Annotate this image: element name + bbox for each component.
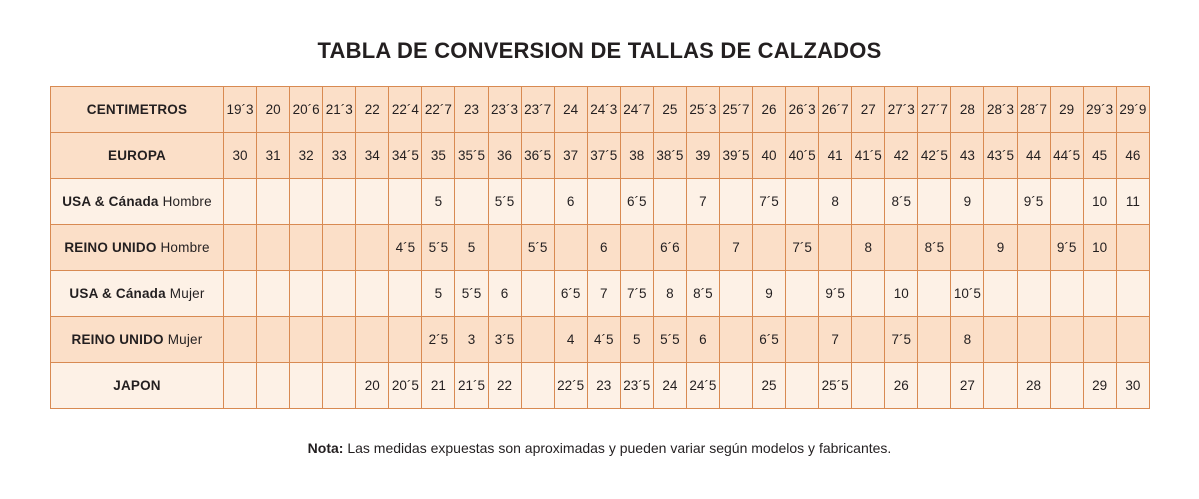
table-cell	[753, 225, 786, 271]
table-row	[51, 317, 1150, 363]
table-cell: 25	[653, 87, 686, 133]
table-cell: 6´6	[653, 225, 686, 271]
table-cell: 25	[753, 363, 786, 409]
table-cell	[224, 179, 257, 225]
table-cell	[819, 225, 852, 271]
table-cell: 10´5	[951, 271, 984, 317]
table-cell	[521, 363, 554, 409]
table-cell: 25´3	[686, 87, 719, 133]
table-cell: 9	[984, 225, 1017, 271]
table-cell	[1017, 317, 1050, 363]
table-cell: 46	[1116, 133, 1149, 179]
table-cell: 28	[1017, 363, 1050, 409]
table-cell: 6	[587, 225, 620, 271]
table-cell: 7´5	[885, 317, 918, 363]
table-cell: 35´5	[455, 133, 488, 179]
table-cell: 19´3	[224, 87, 257, 133]
table-cell: 43	[951, 133, 984, 179]
table-cell: 5´5	[422, 225, 455, 271]
row-header-sublabel: Mujer	[167, 332, 203, 347]
table-cell	[290, 271, 323, 317]
table-cell: 34´5	[389, 133, 422, 179]
table-cell: 5	[620, 317, 653, 363]
row-header-label: CENTIMETROS	[86, 102, 188, 117]
row-header	[51, 179, 224, 225]
table-cell	[918, 317, 951, 363]
table-cell	[918, 179, 951, 225]
table-cell: 28	[951, 87, 984, 133]
table-cell: 44	[1017, 133, 1050, 179]
table-cell	[620, 225, 653, 271]
table-cell: 8	[653, 271, 686, 317]
table-cell: 27´7	[918, 87, 951, 133]
table-cell: 8	[951, 317, 984, 363]
footnote-text: Las medidas expuestas son aproximadas y pueden variar según modelos y fabricantes.	[343, 440, 892, 456]
table-cell	[984, 271, 1017, 317]
table-cell	[389, 317, 422, 363]
row-header-sublabel: Mujer	[169, 286, 205, 301]
table-cell	[984, 179, 1017, 225]
table-cell: 11	[1116, 179, 1149, 225]
row-header-label: REINO UNIDO	[64, 240, 161, 255]
table-cell: 7´5	[620, 271, 653, 317]
table-cell: 20´6	[290, 87, 323, 133]
table-cell	[653, 179, 686, 225]
table-cell	[257, 271, 290, 317]
table-cell: 5´5	[488, 179, 521, 225]
table-cell	[786, 317, 819, 363]
table-cell: 22´5	[554, 363, 587, 409]
table-row	[51, 179, 1150, 225]
table-cell: 22´4	[389, 87, 422, 133]
table-cell: 38	[620, 133, 653, 179]
table-cell: 5´5	[521, 225, 554, 271]
table-cell: 3	[455, 317, 488, 363]
table-cell	[719, 271, 752, 317]
table-cell: 28´7	[1017, 87, 1050, 133]
table-cell	[389, 271, 422, 317]
row-header	[51, 317, 224, 363]
table-cell	[1050, 363, 1083, 409]
table-cell	[1116, 225, 1149, 271]
table-cell: 39	[686, 133, 719, 179]
table-cell: 24´5	[686, 363, 719, 409]
table-cell	[1017, 225, 1050, 271]
table-cell	[1050, 179, 1083, 225]
table-cell: 6´5	[620, 179, 653, 225]
table-cell: 29	[1083, 363, 1116, 409]
table-cell	[1116, 317, 1149, 363]
row-header	[51, 225, 224, 271]
table-cell: 30	[1116, 363, 1149, 409]
table-cell: 29´9	[1116, 87, 1149, 133]
table-cell: 25´7	[719, 87, 752, 133]
table-cell: 24´3	[587, 87, 620, 133]
row-header-sublabel: Hombre	[162, 194, 212, 209]
table-cell	[852, 363, 885, 409]
table-cell	[686, 225, 719, 271]
table-cell: 27	[852, 87, 885, 133]
table-cell	[1050, 271, 1083, 317]
table-cell: 26´3	[786, 87, 819, 133]
table-cell	[488, 225, 521, 271]
table-cell: 8	[852, 225, 885, 271]
table-cell: 10	[885, 271, 918, 317]
row-header	[51, 271, 224, 317]
table-cell: 5	[422, 179, 455, 225]
table-cell: 36	[488, 133, 521, 179]
table-cell	[290, 179, 323, 225]
table-cell: 41	[819, 133, 852, 179]
table-cell	[257, 179, 290, 225]
table-cell	[224, 225, 257, 271]
table-cell	[356, 225, 389, 271]
table-cell: 8´5	[918, 225, 951, 271]
table-cell	[1083, 317, 1116, 363]
table-cell	[356, 317, 389, 363]
table-cell	[224, 271, 257, 317]
table-cell	[290, 363, 323, 409]
table-cell	[719, 363, 752, 409]
table-cell: 6	[488, 271, 521, 317]
table-cell: 3´5	[488, 317, 521, 363]
table-cell	[1083, 271, 1116, 317]
table-cell	[984, 363, 1017, 409]
table-cell: 6´5	[753, 317, 786, 363]
table-cell	[257, 317, 290, 363]
table-cell: 7	[686, 179, 719, 225]
table-cell	[323, 179, 356, 225]
footnote-label: Nota:	[307, 440, 344, 456]
table-cell: 28´3	[984, 87, 1017, 133]
table-cell: 44´5	[1050, 133, 1083, 179]
table-cell: 23´7	[521, 87, 554, 133]
table-cell: 4	[554, 317, 587, 363]
table-cell	[389, 179, 422, 225]
table-cell: 22	[488, 363, 521, 409]
table-cell: 23	[455, 87, 488, 133]
table-cell	[786, 363, 819, 409]
table-cell	[455, 179, 488, 225]
table-cell: 10	[1083, 225, 1116, 271]
table-cell: 24´7	[620, 87, 653, 133]
table-cell: 25´5	[819, 363, 852, 409]
table-cell: 20´5	[389, 363, 422, 409]
table-cell: 9´5	[1017, 179, 1050, 225]
table-cell: 42´5	[918, 133, 951, 179]
table-cell: 43´5	[984, 133, 1017, 179]
shoe-size-conversion-table	[50, 86, 1150, 409]
table-cell: 41´5	[852, 133, 885, 179]
table-cell: 36´5	[521, 133, 554, 179]
row-header	[51, 133, 224, 179]
table-cell	[224, 317, 257, 363]
row-header	[51, 363, 224, 409]
table-cell: 6	[686, 317, 719, 363]
table-cell	[290, 317, 323, 363]
table-cell: 37	[554, 133, 587, 179]
row-header-sublabel: Hombre	[160, 240, 210, 255]
table-cell: 26	[753, 87, 786, 133]
row-header-label: JAPON	[113, 378, 161, 393]
table-cell: 45	[1083, 133, 1116, 179]
table-cell	[323, 363, 356, 409]
table-cell	[786, 179, 819, 225]
table-cell: 5	[455, 225, 488, 271]
table-cell: 4´5	[587, 317, 620, 363]
row-header	[51, 87, 224, 133]
table-cell: 10	[1083, 179, 1116, 225]
table-cell	[1050, 317, 1083, 363]
table-cell	[356, 179, 389, 225]
table-cell	[257, 363, 290, 409]
table-cell	[323, 317, 356, 363]
table-cell: 40	[753, 133, 786, 179]
table-cell: 5´5	[653, 317, 686, 363]
table-cell	[719, 317, 752, 363]
table-cell: 20	[257, 87, 290, 133]
row-header-label: EUROPA	[108, 148, 166, 163]
table-cell: 20	[356, 363, 389, 409]
table-cell: 30	[224, 133, 257, 179]
table-cell: 39´5	[719, 133, 752, 179]
table-cell: 7´5	[786, 225, 819, 271]
table-cell: 21´5	[455, 363, 488, 409]
table-cell: 7	[819, 317, 852, 363]
table-row	[51, 87, 1150, 133]
table-row	[51, 133, 1150, 179]
table-cell: 23´5	[620, 363, 653, 409]
table-cell: 6	[554, 179, 587, 225]
table-cell: 23	[587, 363, 620, 409]
table-cell	[918, 363, 951, 409]
table-cell	[290, 225, 323, 271]
table-cell: 9´5	[1050, 225, 1083, 271]
table-cell	[852, 317, 885, 363]
table-cell: 4´5	[389, 225, 422, 271]
table-cell: 27	[951, 363, 984, 409]
row-header-label: REINO UNIDO	[71, 332, 168, 347]
table-cell: 37´5	[587, 133, 620, 179]
table-cell	[1116, 271, 1149, 317]
table-cell: 22´7	[422, 87, 455, 133]
table-cell: 9	[951, 179, 984, 225]
table-cell	[852, 179, 885, 225]
footnote	[0, 440, 1199, 456]
table-cell: 32	[290, 133, 323, 179]
table-cell	[224, 363, 257, 409]
table-cell	[885, 225, 918, 271]
table-cell: 26	[885, 363, 918, 409]
table-container	[50, 86, 1150, 409]
table-cell: 23´3	[488, 87, 521, 133]
table-cell: 40´5	[786, 133, 819, 179]
table-cell	[323, 271, 356, 317]
row-header-label: USA & Cánada	[62, 194, 163, 209]
table-cell: 34	[356, 133, 389, 179]
table-row	[51, 225, 1150, 271]
table-cell: 22	[356, 87, 389, 133]
table-cell	[1017, 271, 1050, 317]
table-cell	[918, 271, 951, 317]
table-cell: 26´7	[819, 87, 852, 133]
table-cell	[521, 317, 554, 363]
table-cell: 9´5	[819, 271, 852, 317]
table-cell	[852, 271, 885, 317]
table-cell	[554, 225, 587, 271]
table-body	[51, 87, 1150, 409]
table-cell: 21´3	[323, 87, 356, 133]
table-cell: 29´3	[1083, 87, 1116, 133]
table-cell	[257, 225, 290, 271]
table-cell: 38´5	[653, 133, 686, 179]
table-cell	[951, 225, 984, 271]
table-cell: 29	[1050, 87, 1083, 133]
table-cell: 33	[323, 133, 356, 179]
table-cell: 5´5	[455, 271, 488, 317]
table-cell: 24	[554, 87, 587, 133]
table-cell: 27´3	[885, 87, 918, 133]
table-cell	[323, 225, 356, 271]
table-cell: 35	[422, 133, 455, 179]
table-cell: 9	[753, 271, 786, 317]
table-cell	[356, 271, 389, 317]
table-cell: 5	[422, 271, 455, 317]
table-cell	[587, 179, 620, 225]
table-cell: 7	[587, 271, 620, 317]
table-cell	[521, 179, 554, 225]
table-row	[51, 363, 1150, 409]
page-title: TABLA DE CONVERSION DE TALLAS DE CALZADOS	[317, 38, 882, 63]
table-cell: 7´5	[753, 179, 786, 225]
table-cell: 42	[885, 133, 918, 179]
table-cell: 8´5	[885, 179, 918, 225]
table-row	[51, 271, 1150, 317]
table-cell	[984, 317, 1017, 363]
table-cell: 2´5	[422, 317, 455, 363]
table-cell: 8	[819, 179, 852, 225]
row-header-label: USA & Cánada	[69, 286, 170, 301]
table-cell	[719, 179, 752, 225]
table-cell: 8´5	[686, 271, 719, 317]
table-cell: 24	[653, 363, 686, 409]
table-cell: 21	[422, 363, 455, 409]
table-cell: 7	[719, 225, 752, 271]
table-cell	[521, 271, 554, 317]
table-cell: 6´5	[554, 271, 587, 317]
table-cell: 31	[257, 133, 290, 179]
table-cell	[786, 271, 819, 317]
